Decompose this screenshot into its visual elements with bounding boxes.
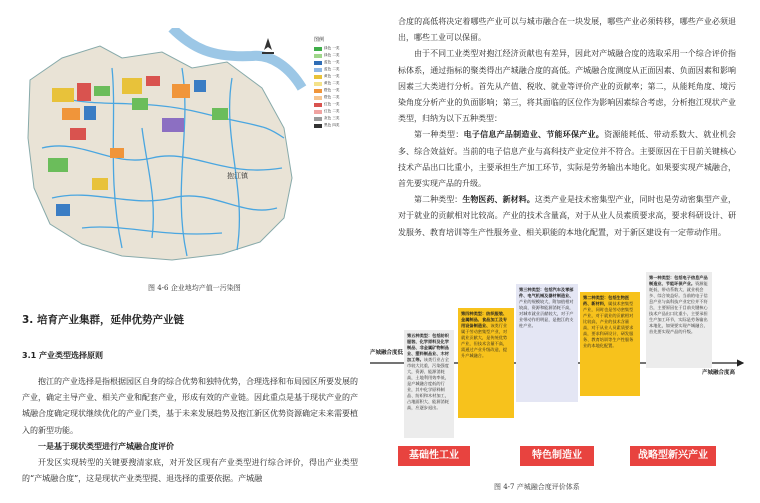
paragraph-type-1 (398, 127, 736, 192)
subsection-heading: 3.1 产业类型选择原则 (22, 351, 103, 360)
legend-swatch (314, 54, 322, 58)
integration-evaluation-diagram (368, 268, 760, 503)
section-heading: 3. 培育产业集群，延伸优势产业链 (22, 314, 184, 326)
legend-swatch (314, 82, 322, 86)
legend-label: 蓝色 二类 (324, 67, 340, 71)
type-1-box: 第一种类型：包括电子信息产品制造业、节能环保产业。资源能耗低、带动系数大、就业机会多、综合效益好。当前的电子信息产业与高科技产业定位并不符合，主要原因在于目前关键核心技术产品出口比重小，主要承担生产加工环节，实际是劳务输出本地化，如果要实现产城融合，首先要实现产品的升级。 (646, 272, 712, 368)
legend-label: 橙色 二类 (324, 95, 340, 99)
type-1-body: 资源能耗低、带动系数大、就业机会多、综合效益好。当前的电子信息产业与高科技产业定位并不符合。主要原因在于目前关键核心技术产品出口比重小，主要承担生产加工环节，实际是劳务输出本地化。如果要实现产城融合，首先要实现产品的升级。 (398, 130, 737, 189)
category-basic-industry: 基础性工业 (398, 446, 470, 466)
type-2-prefix: 第二种类型： (414, 195, 463, 205)
paragraph-continuation: 合度的高低将决定着哪些产业可以与城市融合在一块发展，哪些产业必须转移，哪些产业必须退出，哪些工业可以保留。 (398, 17, 736, 43)
bold-item-heading: 一是基于现状类型进行产城融合度评价 (38, 441, 174, 451)
legend-swatch (314, 89, 322, 93)
paragraph-evaluation: 开发区实现转型的关键要搜清家底，对开发区现有产业类型进行综合评价，得出产业类型的“产城融合度”，这是现状产业类型提、退选择的重要依据。产城融 (22, 458, 358, 484)
type-1-name: 电子信息产品制造业、节能环保产业。 (463, 130, 605, 140)
type-2-box: 第二种类型：包括生物医药、新材料，属技术密集型产业，同时也是劳动密集型产业，对于就业的贡献相对比较高，产业的技术含量高，对于从业人员素质要求高，要求科研设计、研发服务、教育培训等生产性服务业的本地化配置。 (580, 292, 640, 396)
legend-swatch (314, 117, 322, 121)
legend-swatch (314, 103, 322, 107)
map-graphic (22, 28, 358, 273)
legend-item (314, 59, 358, 66)
map-place-label: 抱江镇 (227, 172, 248, 180)
legend-swatch (314, 96, 322, 100)
low-integration-label: 产城融合度低 (370, 350, 404, 356)
legend-label: 绿色 一类 (324, 46, 340, 50)
legend-label: 蓝色 一类 (324, 60, 340, 64)
legend-label: 橙色 一类 (324, 88, 340, 92)
type-2-body: 这类产业是技术密集型产业，同时也是劳动密集型产业，对于就业的贡献相对比较高。产业的技术含量高，对于从业人员素质要求高，要求科研设计、研发服务、教育培训等生产性服务业、相关职能的本地化配置，对于新区建设有一定带动作用。 (398, 195, 737, 237)
legend-item (314, 122, 358, 129)
legend-items (314, 45, 358, 129)
legend-item (314, 101, 358, 108)
legend-label: 红色 一类 (324, 102, 340, 106)
legend-label: 灰色 三类 (324, 116, 340, 120)
right-body-text (398, 14, 736, 241)
legend-item (314, 73, 358, 80)
legend-label: 黄色 二类 (324, 81, 340, 85)
figure-4-7-caption: 图 4-7 产城融合度评价体系 (494, 483, 580, 491)
type-4-box: 第四种类型：纺织服装、金属制品、食品加工及专用设备制造业、该类行业属于劳动密集型产业，对就业贡献大，是传统优势产业，但技术含量不高，需通过产业升级改造，提升产城融合。 (458, 308, 514, 418)
category-featured-manufacturing: 特色制造业 (520, 446, 594, 466)
legend-label: 绿色 二类 (324, 53, 340, 57)
type-5-box: 第五种类型：包括纺织服装、化学原料及化学制品、非金属矿物制品业、塑料制品业、木材加工等。该类行业占全市较大比重，污染强度大，资源、能源消耗高，土地利用效率低，是产城融合度低的行业，其中化学原料制品、纺织和木材加工，占地面积大、能源消耗高，应逐步退出。 (404, 330, 454, 438)
legend-swatch (314, 61, 322, 65)
legend-swatch (314, 47, 322, 51)
paragraph-industry-selection: 抱江的产业选择是指根据园区自身的综合优势和独特优势，合理选择和布局园区所要发展的产业，确定主导产业、相关产业和配套产业，形成有效的产业链。因此重点是基于现状产业的产城融合度确定现状继续优化的产业门类，基于未来发展趋势及抱江新区优势资源确定未来需要植入的新型功能。 (22, 377, 358, 435)
legend-item (314, 80, 358, 87)
type-3-box: 第三种类型：包括汽车及零部件、电气机械及器材制造业、产业的规模较大，附加值相对较高，资源和能源消耗不高，对城市就业贡献较大，对于产业带动作用明显，是抱江的支柱产业。 (516, 284, 578, 402)
legend-label: 黑色 四类 (324, 123, 340, 127)
figure-4-6-caption: 图 4-6 企业地均产值一污染图 (148, 284, 241, 292)
legend-swatch (314, 75, 322, 79)
legend-item (314, 87, 358, 94)
legend-item (314, 52, 358, 59)
paragraph-type-2 (398, 192, 736, 241)
type-2-name: 生物医药、新材料。 (462, 195, 535, 205)
legend-swatch (314, 68, 322, 72)
legend-item (314, 108, 358, 115)
legend-swatch (314, 124, 322, 128)
legend-title: 图例 (314, 37, 325, 43)
legend-item (314, 115, 358, 122)
legend-item (314, 94, 358, 101)
type-1-prefix: 第一种类型： (414, 130, 464, 140)
legend-label: 红色 二类 (324, 109, 340, 113)
legend-swatch (314, 110, 322, 114)
legend-label: 黄色 一类 (324, 74, 340, 78)
legend-item (314, 66, 358, 73)
enterprise-pollution-map (22, 28, 358, 273)
left-body-text (22, 374, 358, 487)
map-legend (314, 36, 358, 129)
legend-item (314, 45, 358, 52)
category-strategic-emerging: 战略型新兴产业 (630, 446, 716, 466)
paragraph-eval-system: 由于不同工业类型对抱江经济贡献也有差异，因此对产城融合度的选取采用一个综合评价指标体系，通过指标的聚类得出产城融合度的高低。产城融合度测度从正面因素、负面因素和影响因素三大类进行分析。首先从产值、税收、就业等评价产业的贡献率；第二，从能耗角度、境污染角度分析产业的负面影响；第三，将其面临的区位作为影响因素综合考虑，分析抱江现状产业类型，归纳为以下五种类型： (398, 49, 736, 124)
high-integration-label: 产城融合度高 (702, 370, 736, 376)
